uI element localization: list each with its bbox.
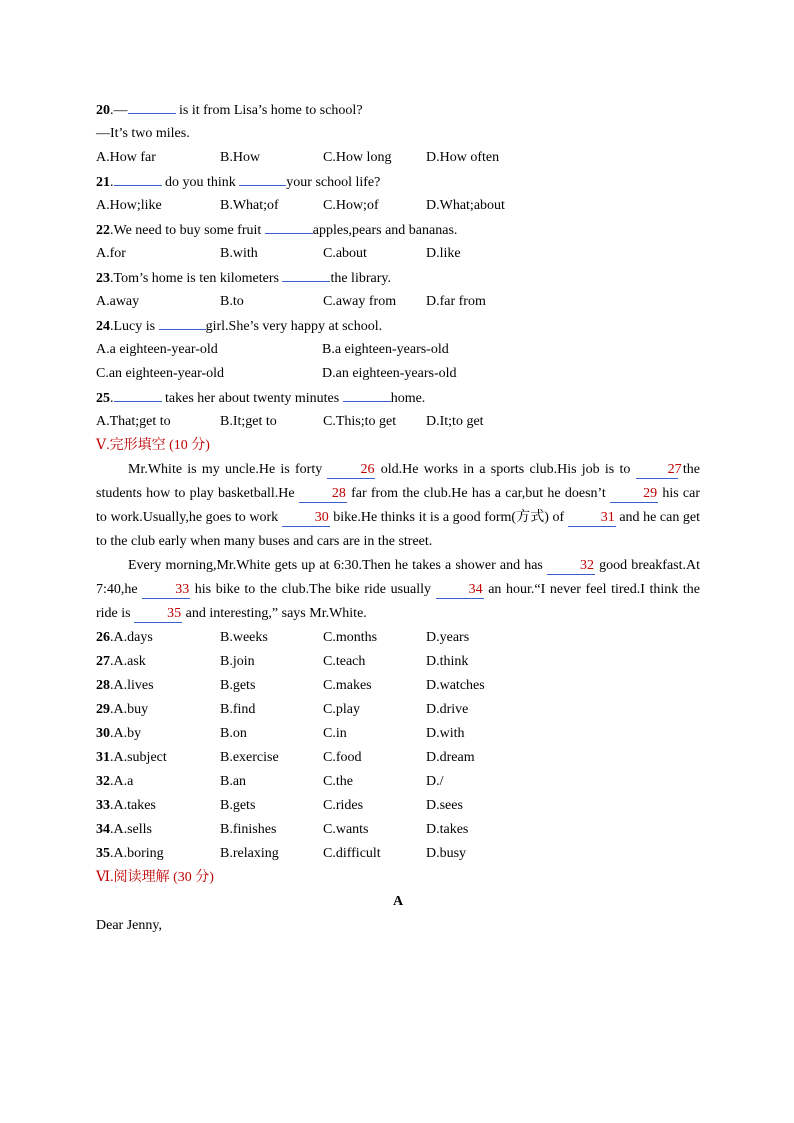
question-number: 23	[96, 271, 110, 286]
option-b: B.gets	[220, 798, 256, 813]
cloze-options-33	[96, 794, 700, 818]
option-b: B.find	[220, 702, 256, 717]
option-d: D.like	[426, 246, 461, 261]
option-a: A.How;like	[96, 198, 162, 213]
options-21	[96, 194, 700, 218]
letter-salutation: Dear Jenny,	[96, 918, 162, 933]
option-d: D.drive	[426, 702, 469, 717]
cloze-options-27	[96, 650, 700, 674]
cloze-blank-33: 33	[142, 581, 190, 599]
cloze-blank-34: 34	[436, 581, 484, 599]
question-25: 25. takes her about twenty minutes home.	[96, 386, 700, 410]
cloze-options-32	[96, 770, 700, 794]
cloze-options-26	[96, 626, 700, 650]
option-b: B.exercise	[220, 750, 279, 765]
option-d: D.with	[426, 726, 465, 741]
option-c: C.rides	[323, 798, 364, 813]
option-b: B.What;of	[220, 198, 279, 213]
option-a: .A.buy	[110, 702, 149, 717]
options-20	[96, 146, 700, 170]
cloze-options-34	[96, 818, 700, 842]
cloze-blank-28: 28	[299, 485, 347, 503]
option-a: .A.sells	[110, 822, 152, 837]
options-24-row2	[96, 362, 700, 386]
option-c: C.in	[323, 726, 347, 741]
options-23	[96, 290, 700, 314]
option-d: D.an eighteen-years-old	[322, 366, 457, 381]
options-25	[96, 410, 700, 434]
option-a: A.away	[96, 294, 140, 309]
answer-blank	[114, 170, 162, 186]
section-heading-cloze: Ⅴ.完形填空 (10 分)	[96, 438, 210, 453]
question-number: 28	[96, 678, 110, 693]
cloze-options-30	[96, 722, 700, 746]
answer-blank	[128, 98, 176, 114]
answer-blank	[114, 386, 162, 402]
cloze-blank-31: 31	[568, 509, 616, 527]
cloze-options-35	[96, 842, 700, 866]
cloze-blank-27: 27	[636, 461, 678, 479]
option-b: B.finishes	[220, 822, 277, 837]
answer-blank	[239, 170, 286, 186]
option-c: C.food	[323, 750, 362, 765]
option-b: B.on	[220, 726, 247, 741]
option-d: D.years	[426, 630, 470, 645]
answer-blank	[282, 266, 330, 282]
option-a: A.How far	[96, 150, 156, 165]
question-24: 24.Lucy is girl.She’s very happy at school.	[96, 314, 700, 338]
option-d: D.busy	[426, 846, 467, 861]
option-d: D.think	[426, 654, 469, 669]
question-20: 20.— is it from Lisa’s home to school?	[96, 98, 700, 122]
question-number: 34	[96, 822, 110, 837]
question-number: 27	[96, 654, 110, 669]
question-number: 26	[96, 630, 110, 645]
option-a: .A.subject	[110, 750, 167, 765]
options-22	[96, 242, 700, 266]
option-c: C.teach	[323, 654, 366, 669]
question-number: 29	[96, 702, 110, 717]
cloze-options-31	[96, 746, 700, 770]
option-c: C.wants	[323, 822, 369, 837]
option-c: C.an eighteen-year-old	[96, 366, 224, 381]
question-number: 31	[96, 750, 110, 765]
cloze-blank-30: 30	[282, 509, 330, 527]
cloze-options-list	[96, 626, 700, 866]
option-c: C.away from	[323, 294, 397, 309]
question-number: 21	[96, 175, 110, 190]
question-number: 35	[96, 846, 110, 861]
option-b: B.relaxing	[220, 846, 279, 861]
question-22: 22.We need to buy some fruit apples,pears and bananas.	[96, 218, 700, 242]
option-b: B.with	[220, 246, 258, 261]
options-24-row1	[96, 338, 700, 362]
option-a: .A.takes	[110, 798, 156, 813]
option-d: D.far from	[426, 294, 486, 309]
question-23: 23.Tom’s home is ten kilometers the library.	[96, 266, 700, 290]
option-b: B.an	[220, 774, 247, 789]
option-d: D.dream	[426, 750, 475, 765]
option-d: D.sees	[426, 798, 463, 813]
option-a: .A.boring	[110, 846, 164, 861]
option-b: B.weeks	[220, 630, 268, 645]
option-d: D.It;to get	[426, 414, 484, 429]
question-number: 33	[96, 798, 110, 813]
question-number: 24	[96, 319, 110, 334]
option-a: A.That;get to	[96, 414, 171, 429]
option-b: B.It;get to	[220, 414, 277, 429]
option-c: C.makes	[323, 678, 372, 693]
reading-passage-heading: A	[392, 894, 404, 909]
option-a: .A.by	[110, 726, 142, 741]
option-c: C.How;of	[323, 198, 379, 213]
option-a: .A.days	[110, 630, 153, 645]
option-a: .A.ask	[110, 654, 146, 669]
exam-page	[96, 98, 700, 938]
option-d: D.takes	[426, 822, 469, 837]
option-b: B.join	[220, 654, 255, 669]
option-c: C.months	[323, 630, 378, 645]
option-d: D.watches	[426, 678, 485, 693]
option-c: C.about	[323, 246, 367, 261]
option-d: D.What;about	[426, 198, 505, 213]
option-b: B.gets	[220, 678, 256, 693]
option-a: A.a eighteen-year-old	[96, 342, 218, 357]
option-c: C.the	[323, 774, 353, 789]
option-d: D.How often	[426, 150, 500, 165]
question-number: 32	[96, 774, 110, 789]
answer-blank	[265, 218, 313, 234]
cloze-paragraph-1: Mr.White is my uncle.He is forty 26 old.He works in a sports club.His job is to 27 the students how to play basketball.He 28 far from the club.He has a car,but he doesn’t 29 his car to work.Usually,he goes to work 30 bike.He thinks it is a good form(方式) of 31 and he can get to the club early when many buses and cars are in the street.	[96, 462, 701, 549]
option-a: .A.lives	[110, 678, 154, 693]
option-b: B.a eighteen-years-old	[322, 342, 449, 357]
cloze-options-28	[96, 674, 700, 698]
question-number: 22	[96, 223, 110, 238]
answer-blank	[343, 386, 391, 402]
question-number: 20	[96, 103, 110, 118]
question-21: 21. do you think your school life?	[96, 170, 700, 194]
cloze-blank-32: 32	[547, 557, 595, 575]
cloze-paragraph-2: Every morning,Mr.White gets up at 6:30.Then he takes a shower and has 32 good breakfast.At 7:40,he 33 his bike to the club.The bike ride usually 34 an hour.“I never feel tired.I think the ride is 35 and interesting,” says Mr.White.	[96, 558, 700, 621]
cloze-options-29	[96, 698, 700, 722]
question-20-reply: —It’s two miles.	[96, 126, 190, 141]
option-b: B.How	[220, 150, 261, 165]
question-number: 25	[96, 391, 110, 406]
cloze-blank-26: 26	[327, 461, 375, 479]
option-b: B.to	[220, 294, 244, 309]
section-heading-reading: Ⅵ.阅读理解 (30 分)	[96, 870, 214, 885]
option-c: C.play	[323, 702, 360, 717]
option-c: C.This;to get	[323, 414, 397, 429]
cloze-blank-35: 35	[134, 605, 182, 623]
question-number: 30	[96, 726, 110, 741]
option-a: .A.a	[110, 774, 134, 789]
cloze-blank-29: 29	[610, 485, 658, 503]
option-c: C.difficult	[323, 846, 381, 861]
option-c: C.How long	[323, 150, 392, 165]
option-d: D./	[426, 774, 444, 789]
answer-blank	[159, 314, 206, 330]
option-a: A.for	[96, 246, 126, 261]
